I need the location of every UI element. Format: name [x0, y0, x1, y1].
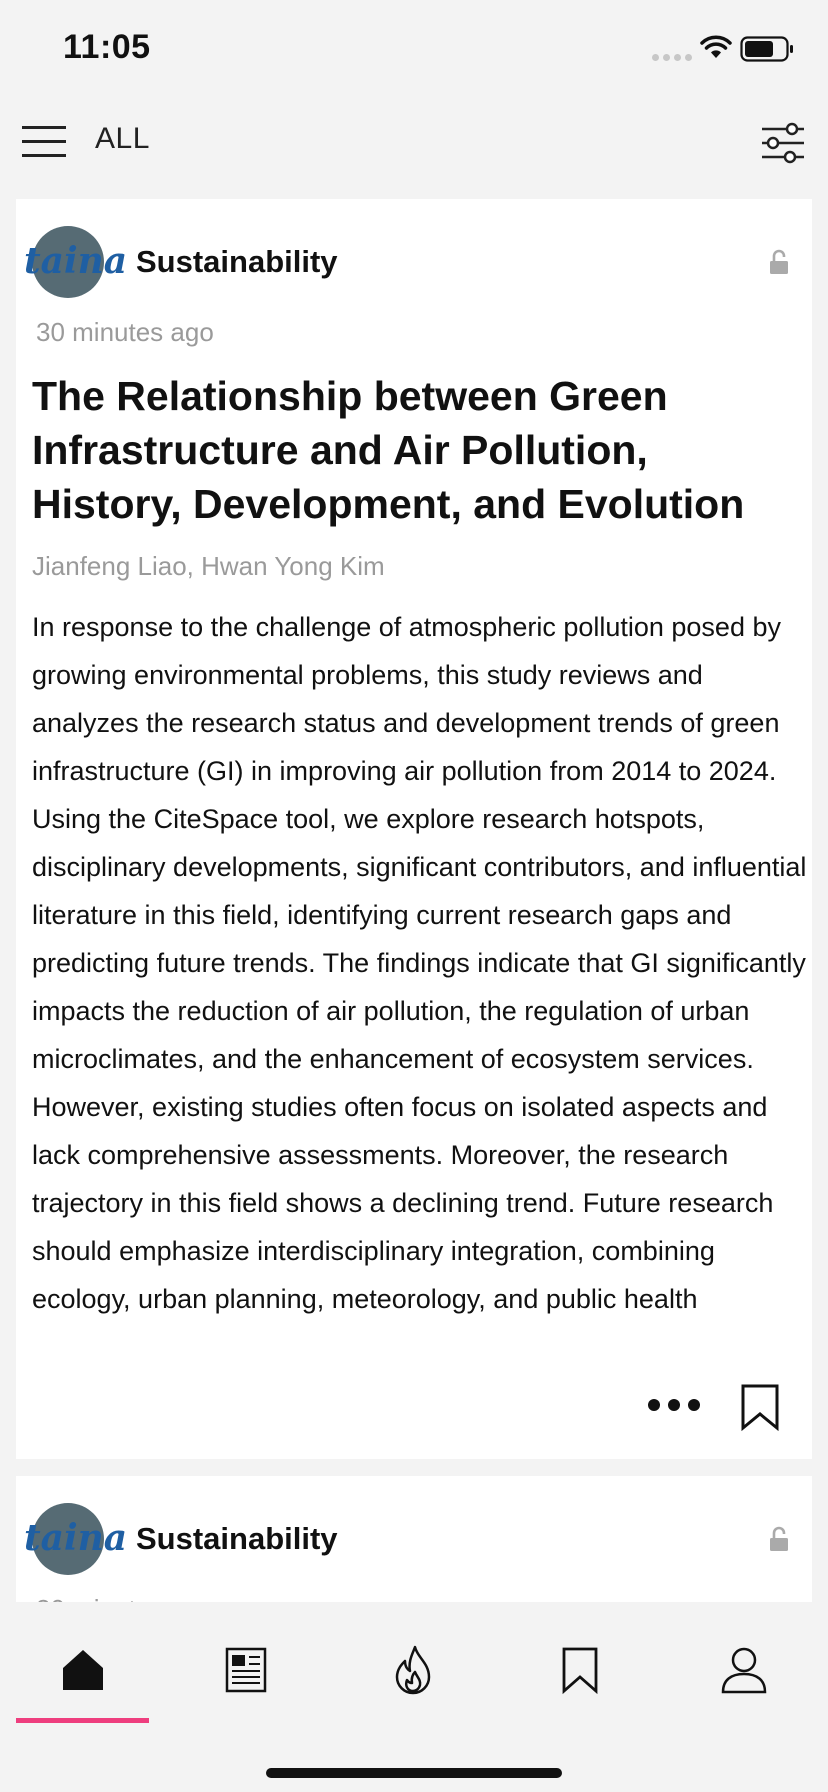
- menu-icon[interactable]: [22, 124, 66, 158]
- article-abstract[interactable]: In response to the challenge of atmospheric pollution posed by growing environmental problems, this study reviews and analyzes the research status and development trends of green infrastructure (GI) in improving air pollution from 2014 to 2024. Using the CiteSpace tool, we explore research hotspots, disciplinary developments, significant contributors, and influential literature in this field, identifying current research gaps and predicting future trends. The findings indicate that GI significantly impacts the reduction of air pollution, the regulation of urban microclimates, and the enhancement of ecosystem services. However, existing studies often focus on isolated aspects and lack comprehensive assessments. Moreover, the research trajectory in this field shows a declining trend. Future research should emphasize interdisciplinary integration, combining ecology, urban planning, meteorology, and public health: [32, 612, 807, 1314]
- lock-icon: [769, 1526, 789, 1552]
- journal-logo-text: taina: [24, 1517, 128, 1559]
- newspaper-icon: [225, 1647, 267, 1693]
- article-title[interactable]: The Relationship between Green Infrastructure and Air Pollution, History, Development, and Evolution: [32, 373, 745, 527]
- more-options-icon[interactable]: [648, 1399, 700, 1411]
- published-time: 30 minutes ago: [36, 317, 214, 347]
- lock-icon: [769, 249, 789, 275]
- bookmark-icon[interactable]: [740, 1384, 780, 1430]
- nav-home[interactable]: [53, 1640, 113, 1700]
- article-card[interactable]: [16, 199, 812, 1459]
- nav-profile[interactable]: [714, 1640, 774, 1700]
- nav-trending[interactable]: [383, 1640, 443, 1700]
- nav-articles[interactable]: [216, 1640, 276, 1700]
- home-icon: [61, 1648, 105, 1692]
- journal-avatar[interactable]: [24, 1503, 128, 1575]
- wifi-icon: [700, 36, 732, 60]
- nav-saved[interactable]: [550, 1640, 610, 1700]
- status-bar: [0, 0, 828, 100]
- bottom-nav: [0, 1602, 828, 1792]
- feed-filter-title[interactable]: ALL: [95, 122, 150, 155]
- journal-name[interactable]: Sustainability: [136, 244, 338, 279]
- article-card[interactable]: [16, 1476, 812, 1616]
- flame-icon: [393, 1645, 433, 1695]
- active-tab-indicator: [16, 1718, 149, 1723]
- filter-sliders-icon[interactable]: [760, 120, 806, 166]
- article-authors: Jianfeng Liao, Hwan Yong Kim: [32, 551, 385, 581]
- home-indicator-bar[interactable]: [266, 1768, 562, 1778]
- journal-logo-text: taina: [24, 240, 128, 282]
- profile-icon: [721, 1646, 767, 1694]
- battery-icon: [740, 36, 794, 62]
- journal-name[interactable]: Sustainability: [136, 1521, 338, 1556]
- journal-avatar[interactable]: [24, 226, 128, 298]
- status-time: 11:05: [63, 28, 151, 66]
- top-bar: [0, 100, 828, 200]
- bookmark-icon: [561, 1647, 599, 1693]
- signal-icon: [652, 54, 692, 61]
